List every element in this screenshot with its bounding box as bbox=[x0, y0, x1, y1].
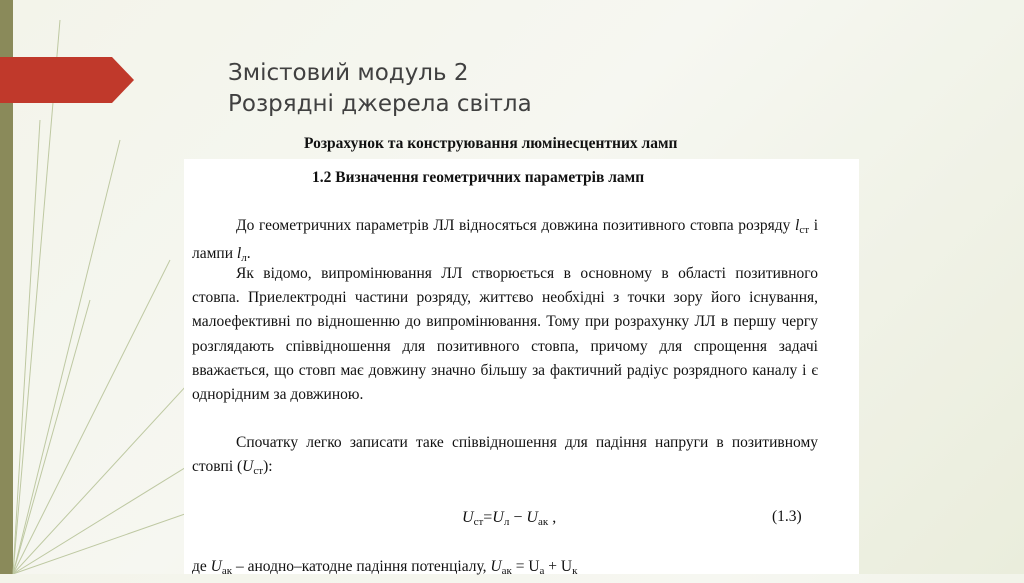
paragraph-2: Як відомо, випромінювання ЛЛ створюється в основному в області позитивного стовпа. Приелектродні частини розряду, життєво необхідні з точки зору його існування, малоефективні по відношенню до випромінювання. Тому при розрахунку ЛЛ в першу чергу розглядають співвідношення для позитивного стовпа, причому для спрощення задачі вважається, що стовп має довжину значно більшу за фактичний радіус розрядного каналу і є однорідним за довжиною. bbox=[192, 265, 818, 404]
slide-title-line1: Змістовий модуль 2 bbox=[228, 60, 469, 86]
section-title: 1.2 Визначення геометричних параметрів ламп bbox=[312, 169, 645, 186]
p1-var-l: $l_{ст}$ bbox=[795, 217, 810, 236]
p3-end: ): bbox=[263, 458, 273, 476]
p3-text: Спочатку легко записати таке співвідношення для падіння напруги в позитивному стовпі ( bbox=[192, 434, 818, 476]
p1-mid: і лампи bbox=[192, 217, 818, 263]
formula-1-3: $U_{ст}=U_л - U_{ак}$ , bbox=[462, 509, 557, 528]
p1-end: . bbox=[246, 245, 251, 263]
slide-title bbox=[228, 58, 532, 120]
equation-number: (1.3) bbox=[772, 508, 802, 525]
p1-text: До геометричних параметрів ЛЛ відносяться довжина позитивного стовпа розряду bbox=[236, 217, 791, 234]
title-arrow-shape bbox=[0, 57, 134, 103]
document-heading: Розрахунок та конструювання люмінесцентних ламп bbox=[304, 135, 678, 152]
p3-var-u: $U_{ст}$ bbox=[242, 458, 264, 478]
paragraph-4: де $U_{ак}$ – анодно–катодне падіння потенціалу, $U_{ак} = U_а + U_к$ bbox=[192, 558, 578, 577]
paragraph-3 bbox=[192, 431, 818, 483]
document-page-image bbox=[184, 159, 859, 577]
p1-var-l-lamp: $l_л$ bbox=[236, 245, 247, 265]
slide-title-line2: Розрядні джерела світла bbox=[228, 91, 532, 117]
